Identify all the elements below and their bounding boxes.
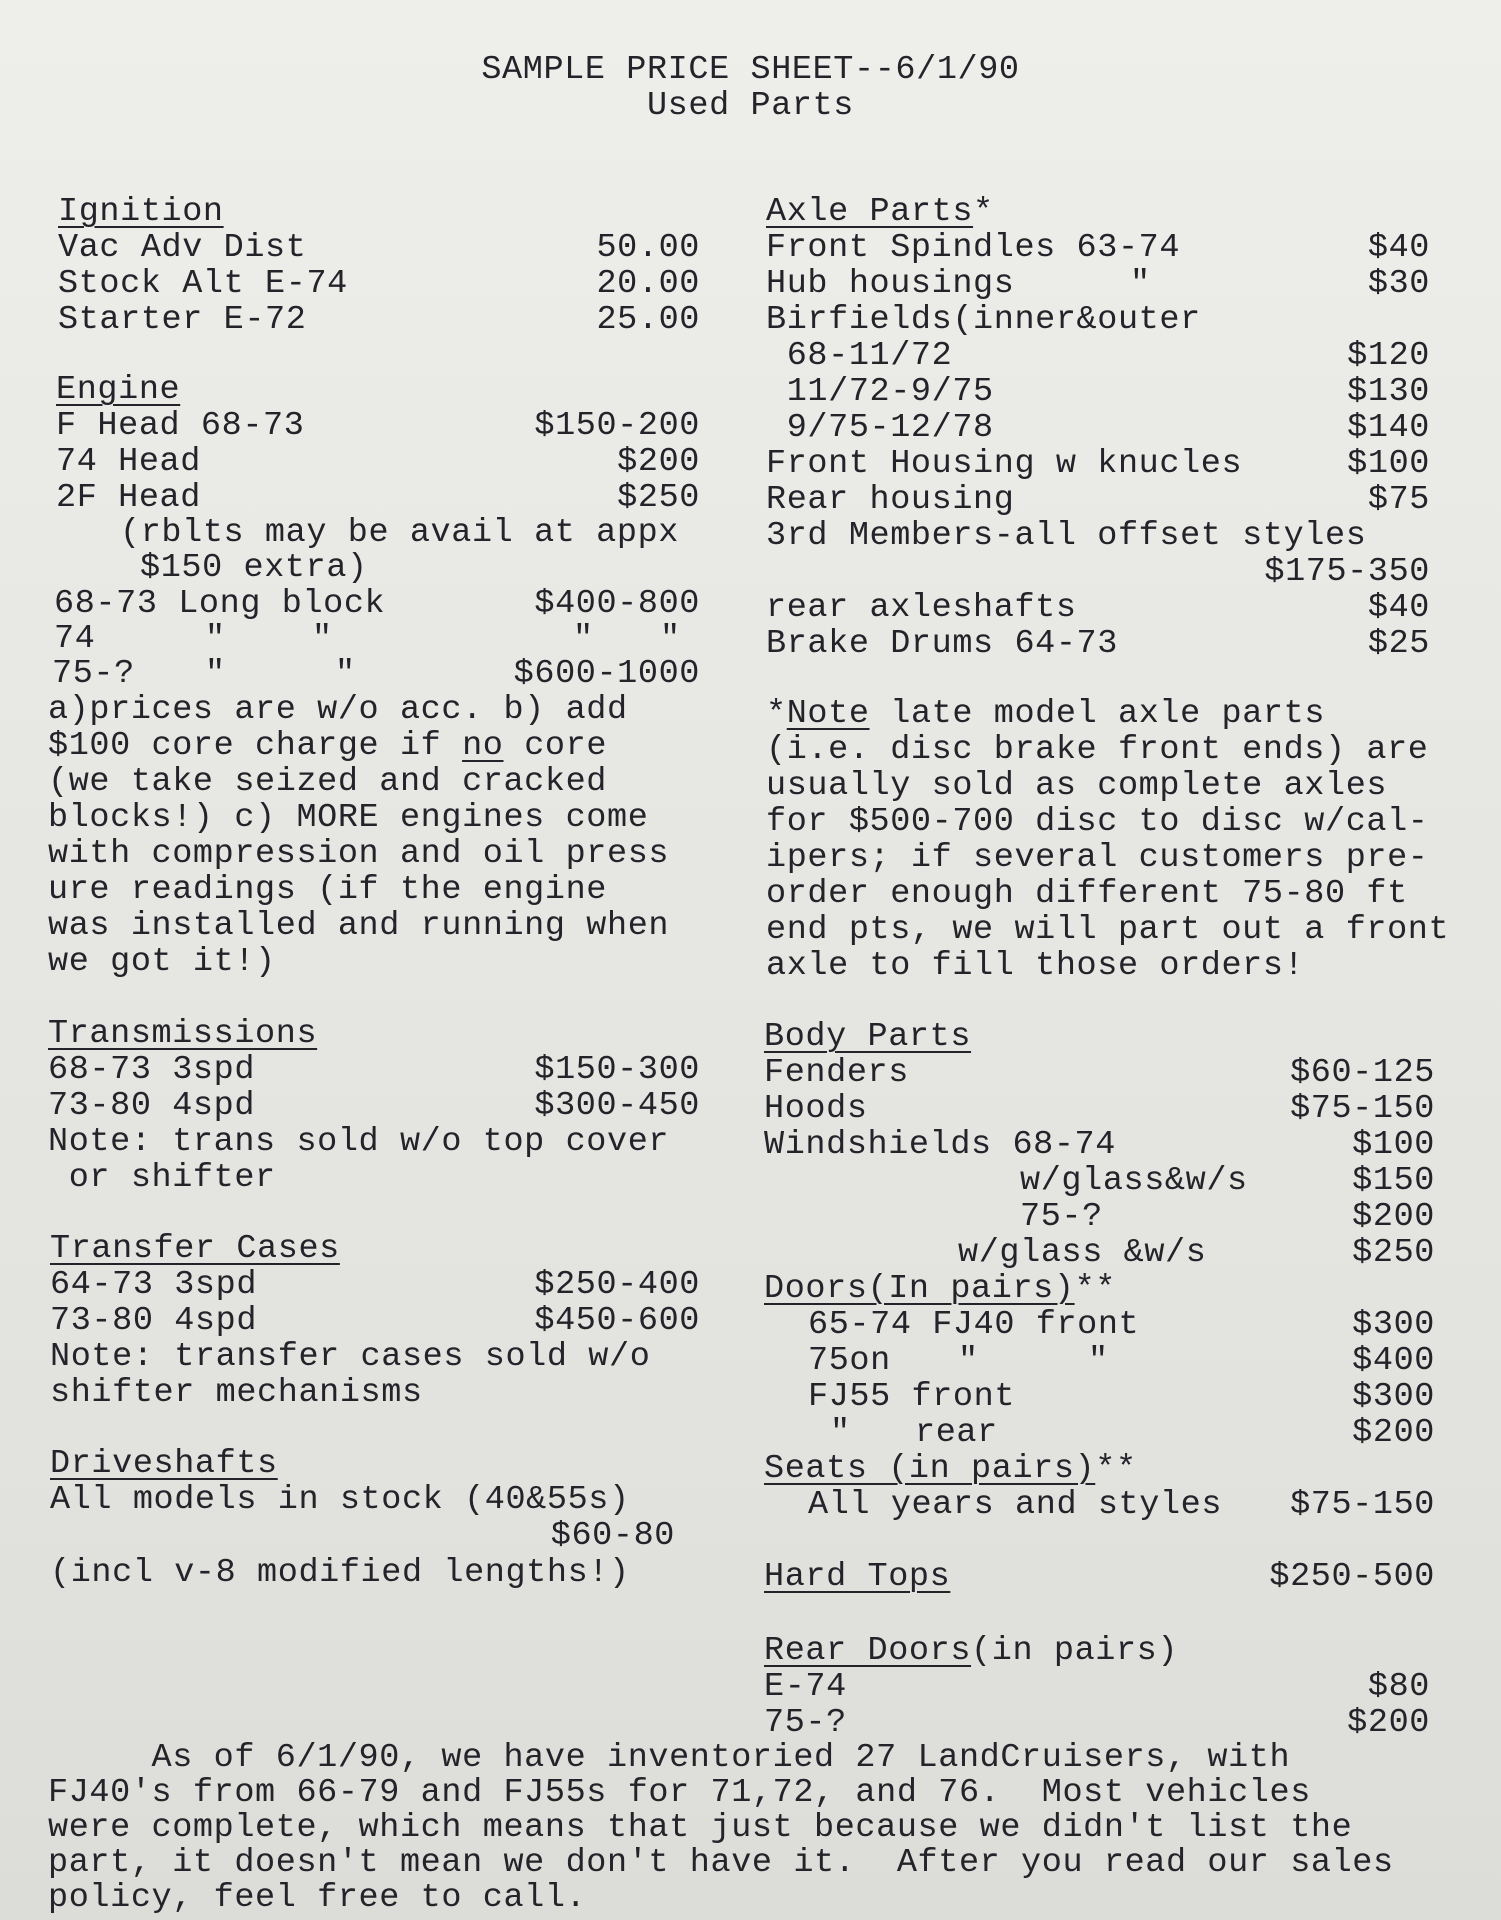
- body-part-price: $150: [1352, 1162, 1435, 1200]
- axle-part-price: $140: [1347, 409, 1430, 447]
- transfer-case-note: Note: transfer cases sold w/o: [50, 1338, 651, 1376]
- transfer-case-price: $250-400: [534, 1266, 700, 1304]
- page-subtitle: Used Parts: [646, 87, 855, 125]
- axle-note-line: order enough different 75-80 ft: [766, 875, 1408, 913]
- axle-part-name: 9/75-12/78: [766, 409, 994, 447]
- driveshafts-heading: Driveshafts: [50, 1445, 278, 1483]
- body-part-name: Windshields 68-74: [764, 1126, 1116, 1164]
- door-name: 75on: [808, 1342, 891, 1380]
- driveshafts-line: All models in stock (40&55s): [50, 1481, 630, 1519]
- axle-part-name: rear axleshafts: [766, 589, 1077, 627]
- doors-heading: Doors(In pairs)**: [764, 1270, 1116, 1308]
- ignition-item-name: Vac Adv Dist: [58, 229, 307, 267]
- engine-note-line: blocks!) c) MORE engines come: [48, 799, 649, 837]
- ignition-item-price: 25.00: [596, 301, 700, 339]
- footer-line: policy, feel free to call.: [48, 1879, 587, 1917]
- body-part-name: Hoods: [764, 1090, 868, 1128]
- engine-note-line: we got it!): [48, 943, 276, 981]
- axle-part-name: 68-11/72: [766, 337, 953, 375]
- ditto-mark: ": [958, 1342, 979, 1380]
- body-part-name: 75-?: [1020, 1198, 1103, 1236]
- engine-item-name: 74 Head: [56, 443, 201, 481]
- engine-item-name: 2F Head: [56, 479, 201, 517]
- ditto-mark: ": [312, 620, 333, 658]
- ditto-mark: ": [205, 620, 226, 658]
- ignition-item-price: 20.00: [596, 265, 700, 303]
- body-part-price: $100: [1352, 1126, 1435, 1164]
- transmission-price: $150-300: [534, 1051, 700, 1089]
- axle-part-price: $75: [1367, 481, 1430, 519]
- door-price: $200: [1352, 1414, 1435, 1452]
- transfer-case-price: $450-600: [534, 1302, 700, 1340]
- page-title: SAMPLE PRICE SHEET--6/1/90: [481, 51, 1020, 89]
- footer-line: FJ40's from 66-79 and FJ55s for 71,72, and 76. Most vehicles: [48, 1774, 1311, 1812]
- engine-note-line: a)prices are w/o acc. b) add: [48, 691, 628, 729]
- ditto-mark: ": [1130, 265, 1151, 303]
- axle-note-line: axle to fill those orders!: [766, 947, 1305, 985]
- transmission-name: 68-73 3spd: [48, 1051, 256, 1089]
- engine-note-line: with compression and oil press: [48, 835, 670, 873]
- ditto-mark: ": [205, 655, 226, 693]
- long-block-name: 74: [54, 620, 96, 658]
- engine-heading: Engine: [56, 371, 181, 409]
- transmissions-heading: Transmissions: [48, 1015, 318, 1053]
- ignition-item-price: 50.00: [596, 229, 700, 267]
- seats-price: $75-150: [1290, 1486, 1435, 1524]
- ignition-item-name: Stock Alt E-74: [58, 265, 348, 303]
- ditto-mark: ": [335, 655, 356, 693]
- axle-note-line: for $500-700 disc to disc w/cal-: [766, 803, 1429, 841]
- body-part-price: $200: [1352, 1198, 1435, 1236]
- rear-door-name: E-74: [764, 1668, 847, 1706]
- seats-line: All years and styles: [808, 1486, 1223, 1524]
- body-part-name: w/glass &w/s: [958, 1234, 1207, 1272]
- driveshafts-price: $60-80: [550, 1517, 675, 1555]
- underlined-word: no: [462, 727, 504, 765]
- hard-tops-heading: Hard Tops: [764, 1558, 951, 1596]
- driveshafts-line: (incl v-8 modified lengths!): [50, 1554, 630, 1592]
- rear-door-price: $200: [1347, 1704, 1430, 1742]
- axle-note-line: (i.e. disc brake front ends) are: [766, 731, 1429, 769]
- axle-part-name: Front Housing w knucles: [766, 445, 1243, 483]
- engine-note-line: $100 core charge if no core: [48, 727, 608, 765]
- ditto-mark: ": [573, 620, 594, 658]
- door-name: rear: [915, 1414, 998, 1452]
- ignition-item-name: Starter E-72: [58, 301, 307, 339]
- engine-note-line: ure readings (if the engine: [48, 871, 607, 909]
- axle-note-line: *Note late model axle parts: [766, 695, 1326, 733]
- ignition-heading: Ignition: [58, 193, 224, 231]
- body-part-name: Fenders: [764, 1054, 909, 1092]
- transfer-cases-heading: Transfer Cases: [50, 1230, 340, 1268]
- body-part-price: $60-125: [1290, 1054, 1435, 1092]
- transmission-note: or shifter: [48, 1159, 276, 1197]
- body-part-price: $250: [1352, 1234, 1435, 1272]
- ditto-mark: ": [1088, 1342, 1109, 1380]
- axle-note-line: ipers; if several customers pre-: [766, 839, 1429, 877]
- axle-part-price: $40: [1367, 589, 1430, 627]
- engine-item-price: $250: [617, 479, 700, 517]
- axle-part-name: Rear housing: [766, 481, 1015, 519]
- ditto-mark: ": [660, 620, 681, 658]
- footer-line: part, it doesn't mean we don't have it. After you read our sales: [48, 1844, 1394, 1882]
- door-name: 65-74 FJ40 front: [808, 1306, 1140, 1344]
- transmission-price: $300-450: [534, 1087, 700, 1125]
- axle-part-price: $130: [1347, 373, 1430, 411]
- engine-note-line: (we take seized and cracked: [48, 763, 607, 801]
- rear-door-name: 75-?: [764, 1704, 847, 1742]
- axle-note-line: end pts, we will part out a front: [766, 911, 1450, 949]
- axle-part-price: $100: [1347, 445, 1430, 483]
- axle-part-name: 3rd Members-all offset styles: [766, 517, 1367, 555]
- door-price: $400: [1352, 1342, 1435, 1380]
- axle-part-price: $120: [1347, 337, 1430, 375]
- engine-note-line: was installed and running when: [48, 907, 670, 945]
- long-block-name: 68-73 Long block: [54, 585, 386, 623]
- axle-part-name: Front Spindles 63-74: [766, 229, 1181, 267]
- engine-item-price: $150-200: [534, 407, 700, 445]
- transfer-case-note: shifter mechanisms: [50, 1374, 423, 1412]
- ditto-mark: ": [830, 1414, 851, 1452]
- seats-heading: Seats (in pairs)**: [764, 1450, 1137, 1488]
- rebuilt-note: $150 extra): [140, 549, 368, 587]
- engine-item-name: F Head 68-73: [56, 407, 305, 445]
- axle-parts-heading: Axle Parts*: [766, 193, 994, 231]
- transmission-note: Note: trans sold w/o top cover: [48, 1123, 670, 1161]
- axle-part-price: $30: [1367, 265, 1430, 303]
- door-price: $300: [1352, 1306, 1435, 1344]
- long-block-price: $600-1000: [513, 655, 700, 693]
- door-name: FJ55 front: [808, 1378, 1016, 1416]
- transfer-case-name: 64-73 3spd: [50, 1266, 258, 1304]
- axle-part-name: 11/72-9/75: [766, 373, 994, 411]
- door-price: $300: [1352, 1378, 1435, 1416]
- transfer-case-name: 73-80 4spd: [50, 1302, 258, 1340]
- body-part-price: $75-150: [1290, 1090, 1435, 1128]
- axle-part-price: $175-350: [1264, 553, 1430, 591]
- footer-line: As of 6/1/90, we have inventoried 27 LandCruisers, with: [48, 1739, 1291, 1777]
- long-block-price: $400-800: [534, 585, 700, 623]
- axle-note-line: usually sold as complete axles: [766, 767, 1388, 805]
- long-block-name: 75-?: [52, 655, 135, 693]
- axle-part-name: Birfields(inner&outer: [766, 301, 1201, 339]
- rebuilt-note: (rblts may be avail at appx: [120, 514, 679, 552]
- engine-item-price: $200: [617, 443, 700, 481]
- axle-part-name: Hub housings: [766, 265, 1015, 303]
- axle-part-name: Brake Drums 64-73: [766, 625, 1118, 663]
- transmission-name: 73-80 4spd: [48, 1087, 256, 1125]
- rear-doors-heading: Rear Doors(in pairs): [764, 1632, 1179, 1670]
- body-part-name: w/glass&w/s: [1020, 1162, 1248, 1200]
- axle-part-price: $25: [1367, 625, 1430, 663]
- hard-tops-price: $250-500: [1269, 1558, 1435, 1596]
- body-parts-heading: Body Parts: [764, 1018, 972, 1056]
- footer-line: were complete, which means that just because we didn't list the: [48, 1809, 1353, 1847]
- axle-part-price: $40: [1367, 229, 1430, 267]
- rear-door-price: $80: [1367, 1668, 1430, 1706]
